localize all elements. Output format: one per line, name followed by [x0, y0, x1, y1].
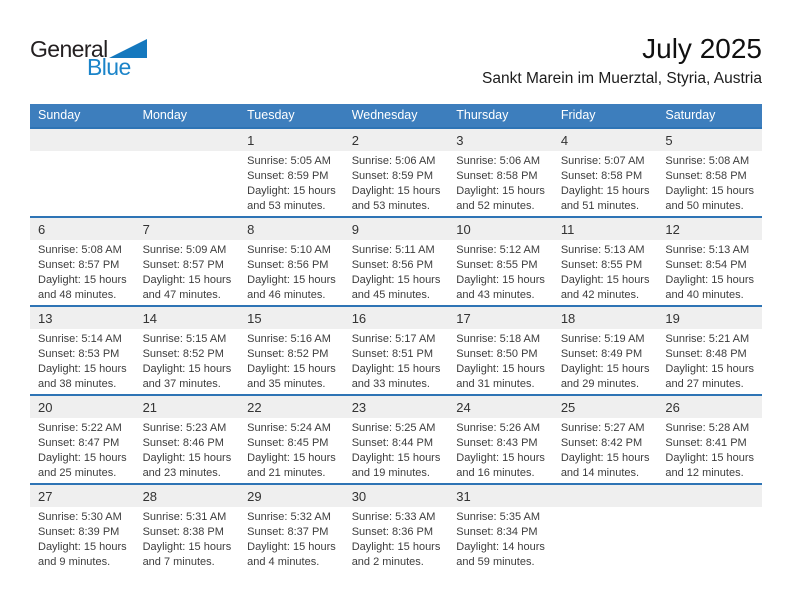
- sunrise-text: Sunrise: 5:18 AM: [456, 333, 541, 345]
- daylight-text-line2: and 38 minutes.: [38, 378, 117, 390]
- daylight-text-line1: Daylight: 15 hours: [456, 452, 545, 464]
- day-header-thursday: Thursday: [448, 104, 553, 128]
- day-info: [657, 151, 762, 214]
- day-info: [657, 240, 762, 303]
- sunrise-text: Sunrise: 5:21 AM: [665, 333, 750, 345]
- sunset-text: Sunset: 8:56 PM: [247, 259, 329, 271]
- calendar-day-cell: [657, 395, 762, 484]
- daylight-text-line2: and 14 minutes.: [560, 467, 640, 479]
- calendar-day-cell: [553, 217, 658, 306]
- day-info: [553, 151, 658, 214]
- logo-word-general: General: [30, 36, 108, 62]
- daylight-text-line2: and 53 minutes.: [247, 200, 326, 212]
- day-number: 12: [657, 218, 762, 240]
- weekday-header-row: [30, 104, 762, 128]
- daylight-text-line1: Daylight: 15 hours: [560, 363, 650, 375]
- day-info: [135, 151, 240, 154]
- calendar-week-row: [30, 484, 762, 572]
- sunset-text: Sunset: 8:34 PM: [456, 526, 538, 538]
- sunrise-text: Sunrise: 5:19 AM: [560, 333, 645, 345]
- day-number: 28: [135, 485, 240, 507]
- day-number: 5: [657, 129, 762, 151]
- daylight-text-line2: and 42 minutes.: [560, 289, 640, 301]
- daylight-text-line1: Daylight: 15 hours: [560, 274, 650, 286]
- sunrise-text: Sunrise: 5:24 AM: [247, 422, 331, 434]
- day-info: [553, 240, 658, 303]
- daylight-text-line1: Daylight: 15 hours: [247, 452, 336, 464]
- day-info: [30, 151, 135, 154]
- day-info: [344, 151, 449, 214]
- daylight-text-line2: and 9 minutes.: [38, 556, 111, 568]
- sunrise-text: Sunrise: 5:25 AM: [351, 422, 436, 434]
- day-number: 3: [448, 129, 553, 151]
- day-info: [239, 151, 344, 214]
- daylight-text-line2: and 59 minutes.: [456, 556, 535, 568]
- day-info: [239, 240, 344, 303]
- day-number: 15: [239, 307, 344, 329]
- day-header-monday: Monday: [135, 104, 240, 128]
- daylight-text-line2: and 35 minutes.: [247, 378, 326, 390]
- day-info: [30, 240, 135, 303]
- sunrise-text: Sunrise: 5:06 AM: [456, 155, 541, 167]
- day-header-friday: Friday: [553, 104, 658, 128]
- daylight-text-line1: Daylight: 15 hours: [351, 541, 441, 553]
- sunrise-text: Sunrise: 5:23 AM: [142, 422, 227, 434]
- day-info: [553, 329, 658, 392]
- sunrise-text: Sunrise: 5:09 AM: [142, 244, 227, 256]
- daylight-text-line1: Daylight: 15 hours: [142, 274, 232, 286]
- day-info: [30, 329, 135, 392]
- sunrise-text: Sunrise: 5:13 AM: [560, 244, 645, 256]
- day-number: 27: [30, 485, 135, 507]
- calendar-day-cell: [553, 395, 658, 484]
- daylight-text-line1: Daylight: 15 hours: [560, 185, 650, 197]
- calendar-day-cell: [344, 128, 449, 217]
- day-info: [448, 240, 553, 303]
- sunrise-text: Sunrise: 5:32 AM: [247, 511, 331, 523]
- daylight-text-line1: Daylight: 15 hours: [456, 185, 545, 197]
- calendar-day-cell: [135, 217, 240, 306]
- sunrise-text: Sunrise: 5:10 AM: [247, 244, 331, 256]
- page-header: [30, 34, 762, 100]
- day-info: [30, 418, 135, 481]
- day-header-sunday: Sunday: [30, 104, 135, 128]
- day-number: 21: [135, 396, 240, 418]
- calendar-day-cell: [239, 128, 344, 217]
- daylight-text-line2: and 33 minutes.: [351, 378, 430, 390]
- calendar-day-cell: [344, 306, 449, 395]
- daylight-text-line1: Daylight: 15 hours: [247, 363, 336, 375]
- calendar-day-cell: [135, 484, 240, 572]
- day-header-tuesday: Tuesday: [239, 104, 344, 128]
- day-info: [657, 507, 762, 510]
- day-number: 13: [30, 307, 135, 329]
- daylight-text-line1: Daylight: 14 hours: [456, 541, 545, 553]
- daylight-text-line1: Daylight: 15 hours: [247, 541, 336, 553]
- sunset-text: Sunset: 8:47 PM: [38, 437, 120, 449]
- calendar-day-cell: [657, 217, 762, 306]
- calendar-day-cell: [30, 217, 135, 306]
- day-header-saturday: Saturday: [657, 104, 762, 128]
- sunset-text: Sunset: 8:55 PM: [456, 259, 538, 271]
- sunset-text: Sunset: 8:45 PM: [247, 437, 329, 449]
- sunset-text: Sunset: 8:42 PM: [560, 437, 643, 449]
- daylight-text-line2: and 21 minutes.: [247, 467, 326, 479]
- calendar-day-cell: [239, 306, 344, 395]
- title-block: [482, 34, 762, 88]
- calendar-empty-cell: [553, 484, 658, 572]
- calendar-day-cell: [344, 484, 449, 572]
- sunset-text: Sunset: 8:43 PM: [456, 437, 538, 449]
- general-blue-logo: [30, 36, 147, 80]
- daylight-text-line2: and 40 minutes.: [665, 289, 744, 301]
- calendar-day-cell: [657, 306, 762, 395]
- sunset-text: Sunset: 8:54 PM: [665, 259, 747, 271]
- sunset-text: Sunset: 8:36 PM: [351, 526, 434, 538]
- day-info: [344, 507, 449, 570]
- day-number: 9: [344, 218, 449, 240]
- sunset-text: Sunset: 8:56 PM: [351, 259, 434, 271]
- calendar-day-cell: [239, 395, 344, 484]
- sunrise-text: Sunrise: 5:15 AM: [142, 333, 227, 345]
- sunrise-text: Sunrise: 5:08 AM: [665, 155, 750, 167]
- day-info: [239, 418, 344, 481]
- daylight-text-line2: and 43 minutes.: [456, 289, 535, 301]
- sunrise-text: Sunrise: 5:26 AM: [456, 422, 541, 434]
- calendar-week-row: [30, 217, 762, 306]
- daylight-text-line2: and 25 minutes.: [38, 467, 117, 479]
- calendar-day-cell: [239, 484, 344, 572]
- sunrise-text: Sunrise: 5:27 AM: [560, 422, 645, 434]
- calendar-day-cell: [30, 306, 135, 395]
- calendar-day-cell: [553, 128, 658, 217]
- day-info: [448, 329, 553, 392]
- calendar-week-row: [30, 128, 762, 217]
- calendar-day-cell: [448, 306, 553, 395]
- day-number: 22: [239, 396, 344, 418]
- sunset-text: Sunset: 8:51 PM: [351, 348, 434, 360]
- day-info: [239, 507, 344, 570]
- calendar-table: [30, 104, 762, 572]
- day-info: [135, 329, 240, 392]
- day-info: [448, 418, 553, 481]
- day-number: 17: [448, 307, 553, 329]
- sunrise-text: Sunrise: 5:22 AM: [38, 422, 122, 434]
- sunrise-text: Sunrise: 5:12 AM: [456, 244, 541, 256]
- sunrise-text: Sunrise: 5:16 AM: [247, 333, 331, 345]
- sunset-text: Sunset: 8:50 PM: [456, 348, 538, 360]
- logo-word-blue: Blue: [87, 54, 131, 80]
- sunrise-text: Sunrise: 5:35 AM: [456, 511, 541, 523]
- day-info: [135, 507, 240, 570]
- daylight-text-line1: Daylight: 15 hours: [38, 452, 127, 464]
- sunset-text: Sunset: 8:48 PM: [665, 348, 747, 360]
- daylight-text-line2: and 2 minutes.: [351, 556, 424, 568]
- daylight-text-line2: and 45 minutes.: [351, 289, 430, 301]
- sunset-text: Sunset: 8:58 PM: [665, 170, 747, 182]
- day-number: 24: [448, 396, 553, 418]
- day-number: 31: [448, 485, 553, 507]
- day-info: [30, 507, 135, 570]
- day-number: [657, 485, 762, 507]
- daylight-text-line1: Daylight: 15 hours: [665, 185, 755, 197]
- day-number: 4: [553, 129, 658, 151]
- daylight-text-line2: and 29 minutes.: [560, 378, 640, 390]
- calendar-day-cell: [30, 395, 135, 484]
- calendar-day-cell: [448, 484, 553, 572]
- daylight-text-line1: Daylight: 15 hours: [142, 541, 232, 553]
- calendar-day-cell: [135, 395, 240, 484]
- daylight-text-line2: and 37 minutes.: [142, 378, 221, 390]
- daylight-text-line1: Daylight: 15 hours: [351, 274, 441, 286]
- calendar-day-cell: [30, 484, 135, 572]
- day-info: [135, 418, 240, 481]
- day-number: 6: [30, 218, 135, 240]
- day-info: [239, 329, 344, 392]
- sunset-text: Sunset: 8:59 PM: [247, 170, 329, 182]
- sunset-text: Sunset: 8:52 PM: [247, 348, 329, 360]
- daylight-text-line1: Daylight: 15 hours: [665, 363, 755, 375]
- daylight-text-line2: and 7 minutes.: [142, 556, 215, 568]
- day-number: 20: [30, 396, 135, 418]
- sunrise-text: Sunrise: 5:05 AM: [247, 155, 331, 167]
- day-number: 19: [657, 307, 762, 329]
- calendar-empty-cell: [30, 128, 135, 217]
- daylight-text-line1: Daylight: 15 hours: [456, 274, 545, 286]
- daylight-text-line2: and 53 minutes.: [351, 200, 430, 212]
- calendar-day-cell: [553, 306, 658, 395]
- daylight-text-line2: and 19 minutes.: [351, 467, 430, 479]
- sunset-text: Sunset: 8:52 PM: [142, 348, 224, 360]
- sunset-text: Sunset: 8:46 PM: [142, 437, 224, 449]
- day-number: 26: [657, 396, 762, 418]
- calendar-day-cell: [344, 217, 449, 306]
- daylight-text-line1: Daylight: 15 hours: [38, 363, 127, 375]
- daylight-text-line2: and 50 minutes.: [665, 200, 744, 212]
- daylight-text-line1: Daylight: 15 hours: [142, 452, 232, 464]
- day-number: 18: [553, 307, 658, 329]
- day-number: 7: [135, 218, 240, 240]
- sunrise-text: Sunrise: 5:33 AM: [351, 511, 436, 523]
- sunset-text: Sunset: 8:59 PM: [351, 170, 434, 182]
- sunrise-text: Sunrise: 5:06 AM: [351, 155, 436, 167]
- daylight-text-line1: Daylight: 15 hours: [142, 363, 232, 375]
- day-info: [657, 329, 762, 392]
- day-info: [344, 329, 449, 392]
- daylight-text-line1: Daylight: 15 hours: [38, 274, 127, 286]
- sunset-text: Sunset: 8:38 PM: [142, 526, 224, 538]
- sunset-text: Sunset: 8:55 PM: [560, 259, 643, 271]
- sunset-text: Sunset: 8:41 PM: [665, 437, 747, 449]
- sunrise-text: Sunrise: 5:07 AM: [560, 155, 645, 167]
- day-number: 14: [135, 307, 240, 329]
- sunrise-text: Sunrise: 5:11 AM: [351, 244, 435, 256]
- daylight-text-line2: and 12 minutes.: [665, 467, 744, 479]
- day-info: [344, 240, 449, 303]
- day-number: 25: [553, 396, 658, 418]
- sunrise-text: Sunrise: 5:13 AM: [665, 244, 750, 256]
- sunset-text: Sunset: 8:39 PM: [38, 526, 120, 538]
- sunrise-text: Sunrise: 5:31 AM: [142, 511, 227, 523]
- daylight-text-line1: Daylight: 15 hours: [38, 541, 127, 553]
- day-info: [135, 240, 240, 303]
- daylight-text-line1: Daylight: 15 hours: [560, 452, 650, 464]
- day-number: 8: [239, 218, 344, 240]
- day-number: 2: [344, 129, 449, 151]
- sunset-text: Sunset: 8:53 PM: [38, 348, 120, 360]
- daylight-text-line2: and 52 minutes.: [456, 200, 535, 212]
- calendar-empty-cell: [135, 128, 240, 217]
- calendar-day-cell: [448, 128, 553, 217]
- calendar-day-cell: [239, 217, 344, 306]
- calendar-day-cell: [448, 217, 553, 306]
- daylight-text-line2: and 51 minutes.: [560, 200, 640, 212]
- day-info: [448, 151, 553, 214]
- sunset-text: Sunset: 8:44 PM: [351, 437, 434, 449]
- sunrise-text: Sunrise: 5:08 AM: [38, 244, 122, 256]
- calendar-day-cell: [657, 128, 762, 217]
- day-number: [135, 129, 240, 151]
- calendar-day-cell: [135, 306, 240, 395]
- day-header-wednesday: Wednesday: [344, 104, 449, 128]
- daylight-text-line1: Daylight: 15 hours: [456, 363, 545, 375]
- daylight-text-line2: and 48 minutes.: [38, 289, 117, 301]
- day-number: [553, 485, 658, 507]
- daylight-text-line2: and 23 minutes.: [142, 467, 221, 479]
- sunset-text: Sunset: 8:58 PM: [456, 170, 538, 182]
- daylight-text-line1: Daylight: 15 hours: [351, 185, 441, 197]
- day-number: 30: [344, 485, 449, 507]
- sunset-text: Sunset: 8:57 PM: [38, 259, 120, 271]
- day-number: [30, 129, 135, 151]
- sunrise-text: Sunrise: 5:28 AM: [665, 422, 750, 434]
- sunset-text: Sunset: 8:37 PM: [247, 526, 329, 538]
- daylight-text-line1: Daylight: 15 hours: [665, 452, 755, 464]
- day-info: [657, 418, 762, 481]
- day-number: 1: [239, 129, 344, 151]
- day-number: 16: [344, 307, 449, 329]
- daylight-text-line1: Daylight: 15 hours: [351, 363, 441, 375]
- calendar-week-row: [30, 395, 762, 484]
- daylight-text-line2: and 47 minutes.: [142, 289, 221, 301]
- sunset-text: Sunset: 8:49 PM: [560, 348, 643, 360]
- sunrise-text: Sunrise: 5:14 AM: [38, 333, 122, 345]
- daylight-text-line2: and 16 minutes.: [456, 467, 535, 479]
- calendar-day-cell: [448, 395, 553, 484]
- daylight-text-line2: and 46 minutes.: [247, 289, 326, 301]
- daylight-text-line1: Daylight: 15 hours: [351, 452, 441, 464]
- sunset-text: Sunset: 8:58 PM: [560, 170, 643, 182]
- day-info: [448, 507, 553, 570]
- daylight-text-line1: Daylight: 15 hours: [247, 185, 336, 197]
- daylight-text-line2: and 31 minutes.: [456, 378, 535, 390]
- day-number: 11: [553, 218, 658, 240]
- daylight-text-line1: Daylight: 15 hours: [247, 274, 336, 286]
- day-info: [553, 507, 658, 510]
- daylight-text-line2: and 27 minutes.: [665, 378, 744, 390]
- day-number: 29: [239, 485, 344, 507]
- calendar-day-cell: [344, 395, 449, 484]
- calendar-empty-cell: [657, 484, 762, 572]
- daylight-text-line1: Daylight: 15 hours: [665, 274, 755, 286]
- day-number: 23: [344, 396, 449, 418]
- sunrise-text: Sunrise: 5:30 AM: [38, 511, 122, 523]
- location-subtitle: Sankt Marein im Muerztal, Styria, Austria: [482, 70, 762, 87]
- month-title: July 2025: [642, 33, 762, 64]
- day-info: [344, 418, 449, 481]
- daylight-text-line2: and 4 minutes.: [247, 556, 320, 568]
- sunrise-text: Sunrise: 5:17 AM: [351, 333, 436, 345]
- day-info: [553, 418, 658, 481]
- sunset-text: Sunset: 8:57 PM: [142, 259, 224, 271]
- day-number: 10: [448, 218, 553, 240]
- calendar-week-row: [30, 306, 762, 395]
